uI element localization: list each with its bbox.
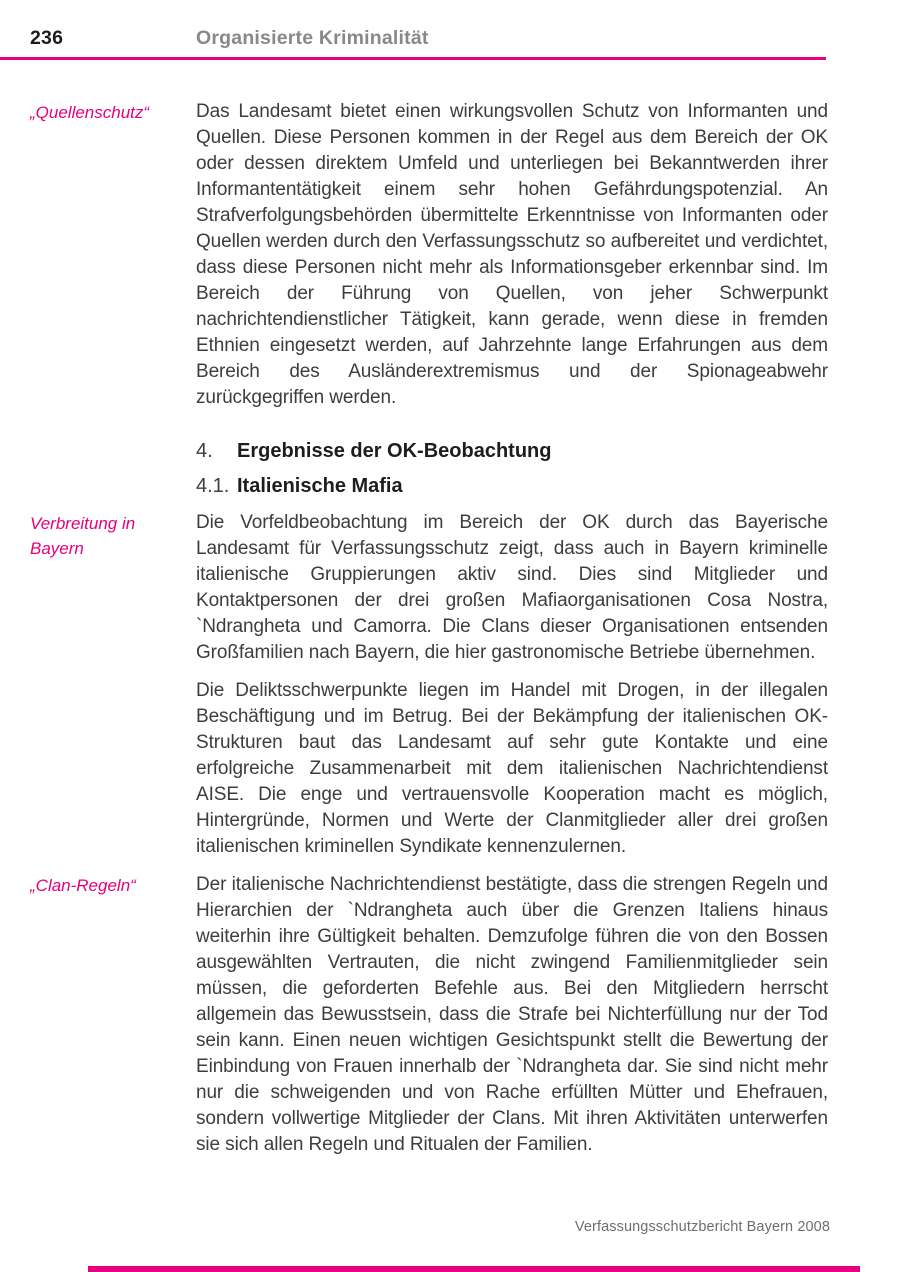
page-number: 236 <box>30 27 64 49</box>
section-delikte <box>0 678 900 860</box>
subsection-heading-row <box>0 475 900 498</box>
margin-label-verbreitung: Verbreitung in Bayern <box>30 514 136 558</box>
section-heading-title: Ergebnisse der OK-Beobachtung <box>237 440 552 462</box>
paragraph-clan-regeln: Der italienische Nachrichtendienst bestätigte, dass die strengen Regeln und Hierarchien der `Ndrangheta auch über die Grenzen Italiens hinaus weiterhin ihre Gültigkeit behalten. Demzufolge führen die von den Bossen ausgewählten Vertrauten, die nicht zwingend Familienmitglieder sein müssen, die geforderten Befehle aus. Bei den Mitgliedern herrscht allgemein das Bewusstsein, dass die Strafe bei Nichterfüllung nur der Tod sein kann. Einen neuen wichtigen Gesichtspunkt stellt die Bewertung der Einbindung von Frauen innerhalb der `Ndrangheta dar. Sie sind nicht mehr nur die schweigenden und von Rache erfüllten Mütter und Ehefrauen, sondern vollwertige Mitglieder der Clans. Mit ihren Aktivitäten unterwerfen sie sich allen Regeln und Ritualen der Familien. <box>196 874 828 1155</box>
subsection-heading-number: 4.1. <box>196 475 230 497</box>
paragraph-verbreitung: Die Vorfeldbeobachtung im Bereich der OK durch das Bayerische Landesamt für Verfassungsschutz zeigt, dass auch in Bayern kriminelle italienische Gruppierungen aktiv sind. Dies sind Mitglieder und Kontaktpersonen der drei großen Mafiaorganisationen Cosa Nostra, `Ndrangheta und Camorra. Die Clans dieser Organisationen entsenden Großfamilien nach Bayern, die hier gastronomische Betriebe übernehmen. <box>196 512 828 663</box>
section-verbreitung <box>0 510 900 666</box>
section-quellenschutz <box>0 99 900 411</box>
header-rule <box>0 57 826 60</box>
subsection-heading-title: Italienische Mafia <box>237 475 403 497</box>
margin-label-quellenschutz: „Quellenschutz“ <box>30 103 150 122</box>
page-header <box>0 0 900 50</box>
paragraph-quellenschutz: Das Landesamt bietet einen wirkungsvollen Schutz von Informanten und Quellen. Diese Personen kommen in der Regel aus dem Bereich der OK oder dessen direktem Umfeld und unterliegen bei Bekanntwerden ihrer Informantentätigkeit einem sehr hohen Gefährdungspotenzial. An Strafverfolgungsbehörden übermittelte Erkenntnisse von Informanten oder Quellen werden durch den Verfassungsschutz so aufbereitet und verdichtet, dass diese Personen nicht mehr als Informationsgeber erkennbar sind. Im Bereich der Führung von Quellen, von jeher Schwerpunkt nachrichtendienstlicher Tätigkeit, kann gerade, wenn diese in fremden Ethnien eingesetzt werden, auf Jahrzehnte lange Erfahrungen aus dem Bereich des Ausländerextremismus und der Spionageabwehr zurückgegriffen werden. <box>196 101 828 408</box>
footer-rule <box>88 1266 860 1272</box>
section-heading <box>196 440 828 463</box>
paragraph-delikte: Die Deliktsschwerpunkte liegen im Handel mit Drogen, in der illegalen Beschäftigung und im Betrug. Bei der Bekämpfung der italienischen OK-Strukturen baut das Landesamt auf sehr gute Kontakte und eine erfolgreiche Zusammenarbeit mit dem italienischen Nachrichtendienst AISE. Die enge und vertrauensvolle Kooperation macht es möglich, Hintergründe, Normen und Werte der Clanmitglieder aller drei großen italienischen kriminellen Syndikate kennenzulernen. <box>196 680 828 857</box>
section-heading-number: 4. <box>196 440 213 462</box>
footer-report-title: Verfassungsschutzbericht Bayern 2008 <box>574 1219 830 1235</box>
section-clan-regeln <box>0 872 900 1158</box>
chapter-title: Organisierte Kriminalität <box>196 27 429 49</box>
subsection-heading <box>196 475 828 498</box>
margin-label-clan-regeln: „Clan-Regeln“ <box>30 876 136 895</box>
section-heading-row <box>0 440 900 463</box>
